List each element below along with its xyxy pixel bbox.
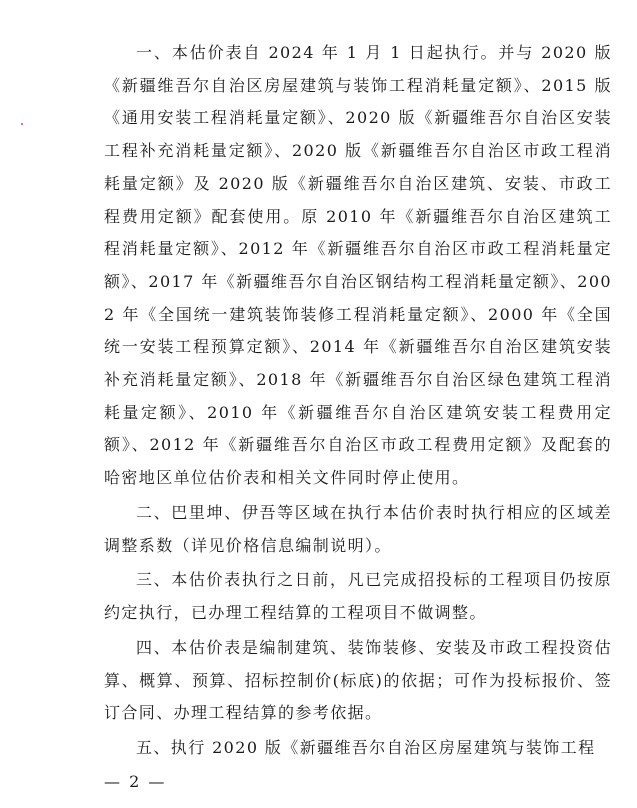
body-text [104, 37, 612, 765]
margin-mark [21, 123, 23, 125]
paragraph-1: 一、本估价表自 2024 年 1 月 1 日起执行。并与 2020 版《新疆维吾尔自治区房屋建筑与装饰工程消耗量定额》、2015 版《通用安装工程消耗量定额》、2020 版《新疆维吾尔自治区安装工程补充消耗量定额》、2020 版《新疆维吾尔自治区市政工程消耗量定额》及 2020 版《新疆维吾尔自治区建筑、安装、市政工程费用定额》配套使用。原 2010 年《新疆维吾尔自治区建筑工程消耗量定额》、2012 年《新疆维吾尔自治区市政工程消耗量定额》、2017 年《新疆维吾尔自治区钢结构工程消耗量定额》、2002 年《全国统一建筑装饰装修工程消耗量定额》、2000 年《全国统一安装工程预算定额》、2014 年《新疆维吾尔自治区建筑安装补充消耗量定额》、2018 年《新疆维吾尔自治区绿色建筑工程消耗量定额》、2010 年《新疆维吾尔自治区建筑安装工程费用定额》、2012 年《新疆维吾尔自治区市政工程费用定额》及配套的哈密地区单位估价表和相关文件同时停止使用。 [104, 43, 612, 488]
paragraph-4: 四、本估价表是编制建筑、装饰装修、安装及市政工程投资估算、概算、预算、招标控制价(标底)的依据；可作为投标报价、签订合同、办理工程结算的参考依据。 [104, 637, 612, 723]
paragraph-2: 二、巴里坤、伊吾等区域在执行本估价表时执行相应的区域差调整系数（详见价格信息编制说明）。 [104, 502, 612, 555]
paragraph-5: 五、执行 2020 版《新疆维吾尔自治区房屋建筑与装饰工程 [136, 738, 596, 758]
page-number: — 2 — [104, 772, 167, 791]
paragraph-3: 三、本估价表执行之日前，凡已完成招投标的工程项目仍按原约定执行，已办理工程结算的工程项目不做调整。 [104, 570, 612, 623]
